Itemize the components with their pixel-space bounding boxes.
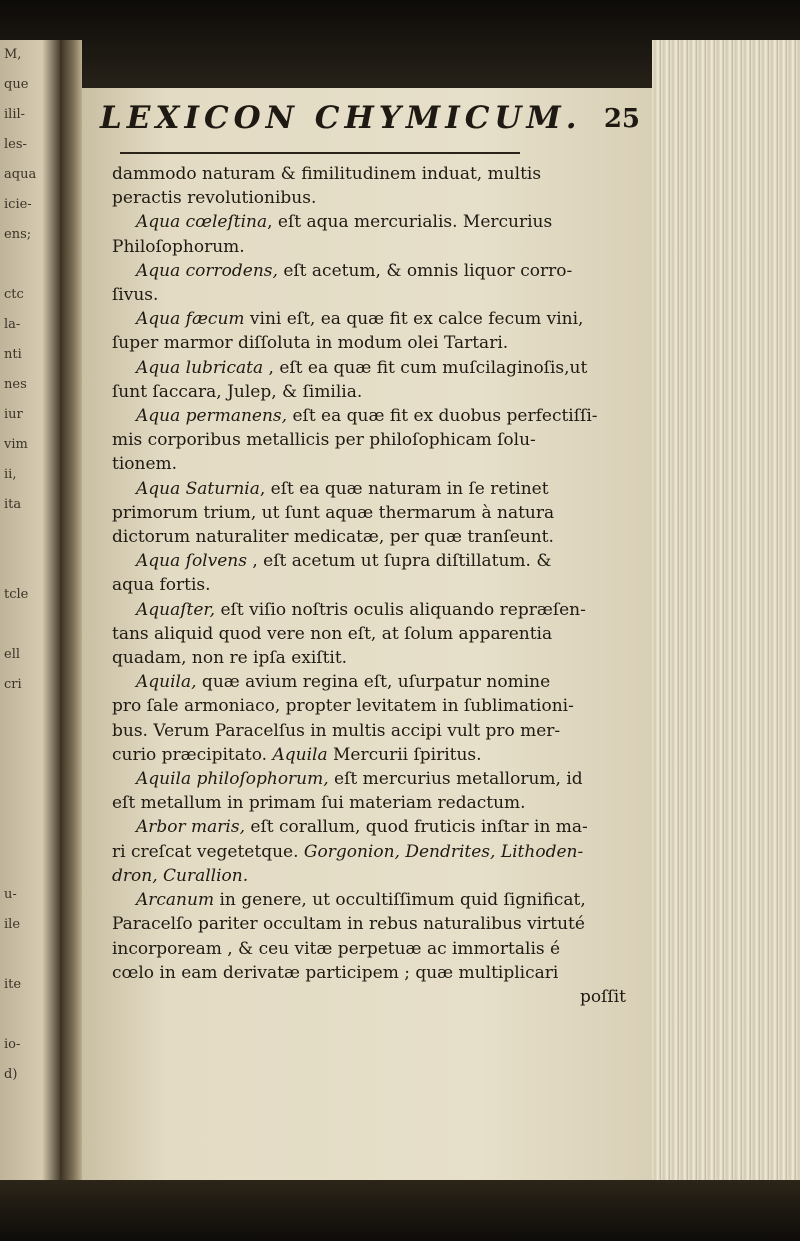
left-page-fragment: d) bbox=[4, 1067, 18, 1082]
entry-term: Aquila, bbox=[136, 672, 197, 693]
left-page-fragment bbox=[0, 1000, 60, 1030]
left-page-fragment bbox=[0, 790, 60, 820]
left-page-fragment: ilil- bbox=[4, 107, 26, 122]
entry-text: eſt metallum in primam ſui materiam redactum. bbox=[112, 793, 526, 814]
left-page-fragment bbox=[0, 820, 60, 850]
entry-text: quadam, non re ipſa exiſtit. bbox=[112, 648, 348, 669]
left-page-fragment bbox=[0, 550, 60, 580]
text-line bbox=[112, 598, 632, 622]
entry-term: Aqua lubricata bbox=[136, 357, 264, 378]
entry-text: , eſt aqua mercurialis. Mercurius bbox=[267, 212, 553, 233]
entry-term: Aqua fæcum bbox=[136, 309, 245, 330]
left-page-fragment: les- bbox=[4, 137, 27, 152]
left-page-fragment: icie- bbox=[4, 197, 32, 212]
entry-text: , eſt ea quæ naturam in ſe retinet bbox=[259, 478, 549, 499]
left-page-fragment bbox=[0, 940, 60, 970]
entry-term: Aqua corrodens, bbox=[136, 260, 278, 281]
entry-text: quæ avium regina eſt, uſurpatur nomine bbox=[196, 672, 551, 693]
running-header bbox=[100, 100, 640, 150]
text-line bbox=[112, 815, 632, 839]
entry-text: in genere, ut occultiſſimum quid ſignificat, bbox=[214, 890, 586, 911]
text-line bbox=[112, 549, 632, 573]
left-page-fragment bbox=[0, 850, 60, 880]
page-title: LEXICON CHYMICUM. bbox=[100, 100, 582, 136]
entry-term: Aquila bbox=[272, 744, 328, 765]
left-page-fragment bbox=[0, 730, 60, 760]
entry-text: Paracelſo pariter occultam in rebus naturalibus virtuté bbox=[112, 914, 585, 935]
left-page-fragment bbox=[0, 520, 60, 550]
text-line bbox=[112, 380, 632, 404]
left-page-fragment: ens; bbox=[4, 227, 32, 242]
text-line bbox=[112, 694, 632, 718]
text-line bbox=[112, 767, 632, 791]
entry-text: primorum trium, ut ſunt aquæ thermarum à natura bbox=[112, 502, 555, 523]
entry-text: tionem. bbox=[112, 454, 178, 475]
left-page-fragment bbox=[0, 700, 60, 730]
entry-text: bus. Verum Paracelſus in multis accipi vult pro mer- bbox=[112, 720, 561, 741]
text-line bbox=[112, 646, 632, 670]
text-line bbox=[112, 791, 632, 815]
entry-term: Aqua Saturnia bbox=[136, 478, 260, 499]
left-page-fragment: aqua bbox=[4, 167, 37, 182]
left-page-fragment: ite bbox=[4, 977, 22, 992]
text-line bbox=[112, 573, 632, 597]
entry-text: , eſt acetum ut ſupra diſtillatum. & bbox=[246, 551, 552, 572]
left-page-fragment: u- bbox=[4, 887, 17, 902]
entry-text: dictorum naturaliter medicatæ, per quæ tranſeunt. bbox=[112, 527, 554, 548]
entry-text: ſivus. bbox=[112, 285, 159, 306]
left-page-fragment: vim bbox=[4, 437, 28, 452]
left-page-fragment: ctc bbox=[4, 287, 24, 302]
text-line bbox=[112, 452, 632, 476]
left-page-fragment: cri bbox=[4, 677, 22, 692]
left-page-fragment: la- bbox=[4, 317, 21, 332]
left-page-fragment: nes bbox=[4, 377, 27, 392]
text-line bbox=[112, 356, 632, 380]
text-line bbox=[112, 888, 632, 912]
entry-text: aqua fortis. bbox=[112, 575, 211, 596]
text-line bbox=[112, 525, 632, 549]
text-line bbox=[112, 622, 632, 646]
left-page-fragment: ita bbox=[4, 497, 22, 512]
left-page-fragment: ile bbox=[4, 917, 21, 932]
text-line bbox=[112, 331, 632, 355]
left-page-fragment bbox=[0, 610, 60, 640]
bottom-background bbox=[0, 1180, 800, 1241]
text-line bbox=[112, 428, 632, 452]
entry-text: pro ſale armoniaco, propter levitatem in ſublimationi- bbox=[112, 696, 574, 717]
entry-text: cœlo in eam derivatæ participem ; quæ multiplicari bbox=[112, 962, 559, 983]
text-line bbox=[112, 912, 632, 936]
text-line bbox=[112, 743, 632, 767]
left-page-fragment bbox=[0, 760, 60, 790]
entry-text: eſt viſio noſtris oculis aliquando repræſen- bbox=[215, 599, 586, 620]
text-line bbox=[112, 864, 632, 888]
entry-text: Mercurii ſpiritus. bbox=[327, 744, 482, 765]
page-stack-edge bbox=[652, 40, 800, 1190]
entry-text: mis corporibus metallicis per philoſophicam ſolu- bbox=[112, 430, 536, 451]
entry-text: eſt mercurius metallorum, id bbox=[328, 769, 583, 790]
left-page-fragment: io- bbox=[4, 1037, 21, 1052]
entry-text: eſt acetum, & omnis liquor corro- bbox=[277, 260, 573, 281]
entry-term: Arcanum bbox=[136, 890, 215, 911]
text-line bbox=[112, 210, 632, 234]
entry-text: incorpoream , & ceu vitæ perpetuæ ac immortalis é bbox=[112, 938, 561, 959]
entry-term: Arbor maris, bbox=[136, 817, 245, 838]
left-page-fragment: ell bbox=[4, 647, 21, 662]
text-line bbox=[112, 307, 632, 331]
left-page-fragment: M, bbox=[4, 47, 22, 62]
text-line bbox=[112, 477, 632, 501]
left-page-fragment: que bbox=[4, 77, 29, 92]
text-line bbox=[112, 719, 632, 743]
text-line bbox=[112, 259, 632, 283]
entry-text: eſt ea quæ fit ex duobus perfectiſſi- bbox=[287, 406, 598, 427]
entry-text: , eſt ea quæ fit cum muſcilaginoſis,ut bbox=[263, 357, 588, 378]
entry-text: vini eſt, ea quæ fit ex calce fecum vini, bbox=[244, 309, 584, 330]
body-text bbox=[112, 162, 632, 1009]
entry-term: dron, Curallion. bbox=[112, 865, 249, 886]
entry-text: ri creſcat vegetetque. bbox=[112, 841, 304, 862]
catchword: poſſit bbox=[580, 986, 626, 1007]
entry-term: Aqua cœleſtina bbox=[136, 212, 268, 233]
left-page-fragment: iur bbox=[4, 407, 23, 422]
entry-term: Gorgonion, Dendrites, Lithoden- bbox=[303, 841, 584, 862]
text-line bbox=[112, 670, 632, 694]
entry-text: eſt corallum, quod fruticis inſtar in ma- bbox=[245, 817, 588, 838]
entry-text: ſuper marmor diſſoluta in modum olei Tartari. bbox=[112, 333, 509, 354]
entry-term: Aquila philoſophorum, bbox=[136, 769, 329, 790]
entry-term: Aquaſter, bbox=[136, 599, 216, 620]
entry-text: ſunt ſaccara, Julep, & ſimilia. bbox=[112, 381, 363, 402]
entry-term: Aqua ſolvens bbox=[136, 551, 247, 572]
text-line bbox=[112, 235, 632, 259]
entry-text: peractis revolutionibus. bbox=[112, 188, 317, 209]
book-gutter bbox=[60, 40, 82, 1230]
left-page-fragment: ii, bbox=[4, 467, 17, 482]
text-line bbox=[112, 162, 632, 186]
entry-text: Philoſophorum. bbox=[112, 236, 245, 257]
entry-text: curio præcipitato. bbox=[112, 744, 273, 765]
left-page-fragment bbox=[0, 250, 60, 280]
text-line bbox=[112, 937, 632, 961]
entry-text: tans aliquid quod vere non eſt, at ſolum apparentia bbox=[112, 623, 553, 644]
header-rule bbox=[120, 152, 520, 154]
left-page-fragment: nti bbox=[4, 347, 22, 362]
page-number: 25 bbox=[603, 104, 640, 134]
text-line bbox=[112, 501, 632, 525]
text-line bbox=[112, 186, 632, 210]
text-line bbox=[112, 961, 632, 985]
left-page-edge bbox=[0, 40, 60, 1230]
text-line bbox=[112, 283, 632, 307]
left-page-fragment: tcle bbox=[4, 587, 29, 602]
entry-term: Aqua permanens, bbox=[136, 406, 288, 427]
text-line bbox=[112, 840, 632, 864]
entry-text: dammodo naturam & fimilitudinem induat, multis bbox=[112, 164, 542, 184]
text-line bbox=[112, 404, 632, 428]
